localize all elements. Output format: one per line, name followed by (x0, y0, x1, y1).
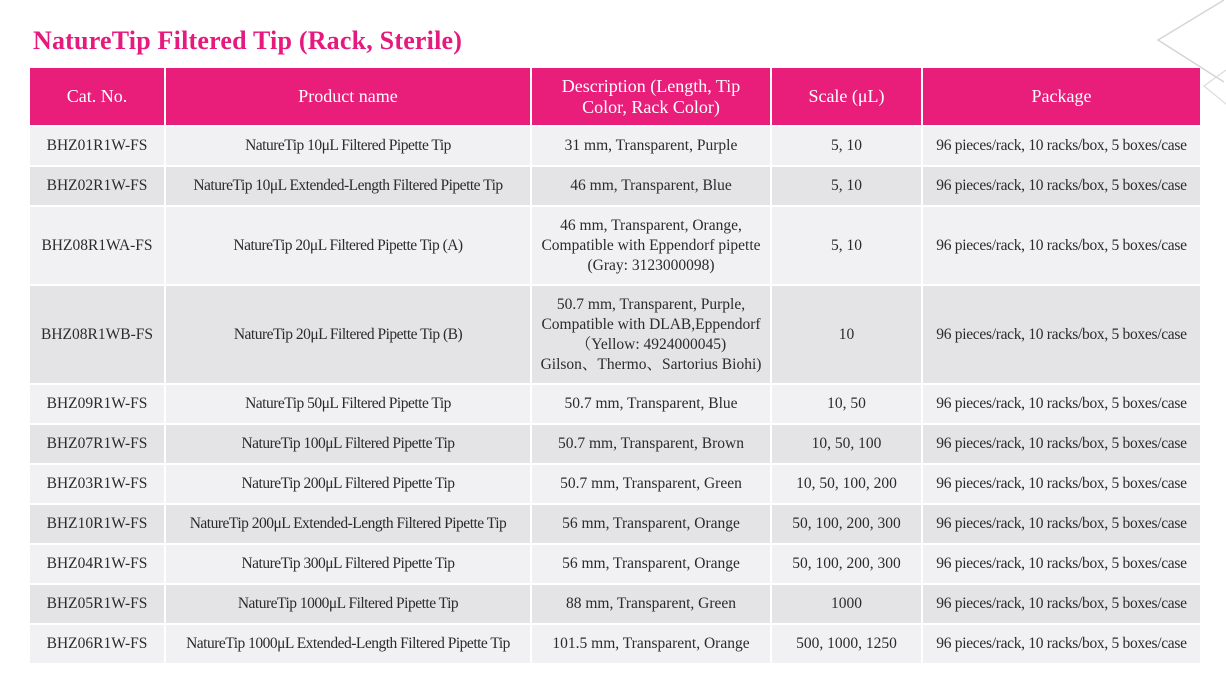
package-cell: 96 pieces/rack, 10 racks/box, 5 boxes/case (922, 624, 1200, 663)
description-line: （Yellow: 4924000045) (575, 335, 727, 353)
header-description: Description (Length, Tip Color, Rack Color) (531, 68, 771, 126)
description-line: Gilson、Thermo、Sartorius Biohi) (540, 355, 762, 373)
description-line: 88 mm, Transparent, Green (565, 595, 737, 612)
description-cell (531, 624, 771, 663)
description-cell (531, 544, 771, 584)
scale-cell: 10, 50, 100 (771, 424, 922, 464)
package-cell: 96 pieces/rack, 10 racks/box, 5 boxes/case (922, 464, 1200, 504)
cat-no-cell: BHZ01R1W-FS (30, 126, 165, 166)
table-header-row (30, 68, 1200, 126)
package-cell: 96 pieces/rack, 10 racks/box, 5 boxes/case (922, 285, 1200, 384)
product-name-cell: NatureTip 1000μL Filtered Pipette Tip (165, 584, 531, 624)
description-line: 46 mm, Transparent, Blue (570, 177, 732, 194)
table-row (30, 424, 1200, 464)
description-cell (531, 206, 771, 285)
product-name-cell: NatureTip 1000μL Extended-Length Filtered Pipette Tip (165, 624, 531, 663)
description-line: 101.5 mm, Transparent, Orange (552, 635, 750, 652)
product-name-cell: NatureTip 20μL Filtered Pipette Tip (A) (165, 206, 531, 285)
cat-no-cell: BHZ07R1W-FS (30, 424, 165, 464)
cat-no-cell: BHZ04R1W-FS (30, 544, 165, 584)
product-name-cell: NatureTip 200μL Filtered Pipette Tip (165, 464, 531, 504)
product-name-cell: NatureTip 100μL Filtered Pipette Tip (165, 424, 531, 464)
table-row (30, 166, 1200, 206)
description-line: 50.7 mm, Transparent, Brown (558, 435, 744, 452)
description-line: Compatible with DLAB,Eppendorf (541, 315, 761, 333)
package-cell: 96 pieces/rack, 10 racks/box, 5 boxes/case (922, 504, 1200, 544)
scale-cell: 50, 100, 200, 300 (771, 544, 922, 584)
cat-no-cell: BHZ06R1W-FS (30, 624, 165, 663)
scale-cell: 10, 50 (771, 384, 922, 424)
product-name-cell: NatureTip 300μL Filtered Pipette Tip (165, 544, 531, 584)
header-product-name: Product name (165, 68, 531, 126)
description-cell (531, 384, 771, 424)
cat-no-cell: BHZ02R1W-FS (30, 166, 165, 206)
table-row (30, 464, 1200, 504)
package-cell: 96 pieces/rack, 10 racks/box, 5 boxes/case (922, 384, 1200, 424)
product-name-cell: NatureTip 200μL Extended-Length Filtered Pipette Tip (165, 504, 531, 544)
cat-no-cell: BHZ10R1W-FS (30, 504, 165, 544)
header-cat-no: Cat. No. (30, 68, 165, 126)
cat-no-cell: BHZ09R1W-FS (30, 384, 165, 424)
scale-cell: 10, 50, 100, 200 (771, 464, 922, 504)
table-row (30, 285, 1200, 384)
description-line: 50.7 mm, Transparent, Green (560, 475, 742, 492)
scale-cell: 5, 10 (771, 126, 922, 166)
table-row (30, 384, 1200, 424)
header-scale: Scale (μL) (771, 68, 922, 126)
package-cell: 96 pieces/rack, 10 racks/box, 5 boxes/case (922, 424, 1200, 464)
description-cell (531, 424, 771, 464)
package-cell: 96 pieces/rack, 10 racks/box, 5 boxes/case (922, 584, 1200, 624)
description-line: 50.7 mm, Transparent, Blue (564, 395, 738, 412)
page-title: NatureTip Filtered Tip (Rack, Sterile) (33, 26, 463, 55)
header-package: Package (922, 68, 1200, 126)
table-row (30, 206, 1200, 285)
description-line: 56 mm, Transparent, Orange (562, 555, 740, 572)
scale-cell: 5, 10 (771, 166, 922, 206)
package-cell: 96 pieces/rack, 10 racks/box, 5 boxes/case (922, 166, 1200, 206)
description-line: 31 mm, Transparent, Purple (564, 137, 738, 154)
description-line: Compatible with Eppendorf pipette (541, 236, 761, 254)
product-name-cell: NatureTip 20μL Filtered Pipette Tip (B) (165, 285, 531, 384)
product-name-cell: NatureTip 50μL Filtered Pipette Tip (165, 384, 531, 424)
package-cell: 96 pieces/rack, 10 racks/box, 5 boxes/case (922, 206, 1200, 285)
package-cell: 96 pieces/rack, 10 racks/box, 5 boxes/case (922, 544, 1200, 584)
description-line: (Gray: 3123000098) (587, 256, 715, 274)
table-row (30, 504, 1200, 544)
product-name-cell: NatureTip 10μL Extended-Length Filtered Pipette Tip (165, 166, 531, 206)
cat-no-cell: BHZ03R1W-FS (30, 464, 165, 504)
description-cell (531, 584, 771, 624)
description-line: 46 mm, Transparent, Orange, (560, 216, 742, 234)
description-cell (531, 166, 771, 206)
description-cell (531, 504, 771, 544)
description-line: 50.7 mm, Transparent, Purple, (556, 295, 746, 313)
scale-cell: 500, 1000, 1250 (771, 624, 922, 663)
cat-no-cell: BHZ05R1W-FS (30, 584, 165, 624)
cat-no-cell: BHZ08R1WA-FS (30, 206, 165, 285)
table-row (30, 126, 1200, 166)
package-cell: 96 pieces/rack, 10 racks/box, 5 boxes/case (922, 126, 1200, 166)
description-cell (531, 126, 771, 166)
table-row (30, 584, 1200, 624)
product-table (30, 68, 1200, 663)
cat-no-cell: BHZ08R1WB-FS (30, 285, 165, 384)
scale-cell: 50, 100, 200, 300 (771, 504, 922, 544)
table-row (30, 624, 1200, 663)
description-line: 56 mm, Transparent, Orange (562, 515, 740, 532)
product-name-cell: NatureTip 10μL Filtered Pipette Tip (165, 126, 531, 166)
table-row (30, 544, 1200, 584)
description-cell (531, 464, 771, 504)
scale-cell: 10 (771, 285, 922, 384)
description-cell (531, 285, 771, 384)
scale-cell: 1000 (771, 584, 922, 624)
scale-cell: 5, 10 (771, 206, 922, 285)
